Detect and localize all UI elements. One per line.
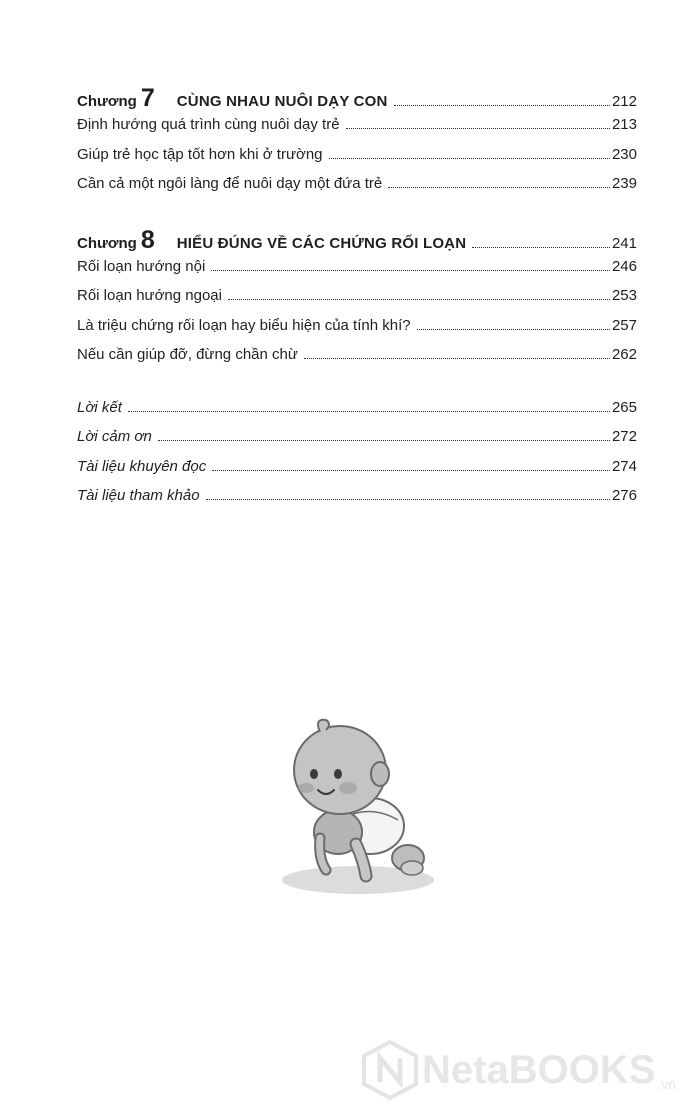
toc-entry[interactable] [77,399,637,429]
chapter-8-section [77,225,637,376]
entry-title: Lời cảm ơn [77,428,152,445]
page-number: 265 [611,398,637,416]
chapter-label: Chương [77,234,137,252]
page-number: 257 [611,316,637,334]
toc-entry[interactable] [77,458,637,488]
entry-title: Là triệu chứng rối loạn hay biểu hiện của tính khí? [77,316,411,334]
page-number: 230 [611,145,637,163]
dot-leader [304,358,610,359]
toc-entry[interactable] [77,116,637,146]
dot-leader [158,440,610,441]
entry-title: Lời kết [77,398,122,416]
toc-entry[interactable] [77,258,637,288]
page-number: 274 [611,457,637,475]
dot-leader [329,158,610,159]
watermark [362,1040,676,1100]
entry-title: Rối loạn hướng ngoại [77,287,222,304]
page-number: 212 [611,93,637,110]
toc-entry[interactable] [77,428,637,458]
toc-entry[interactable] [77,146,637,176]
chapter-7-heading[interactable] [77,86,637,116]
page-number: 272 [611,428,637,445]
entry-title: Định hướng quá trình cùng nuôi dạy trẻ [77,116,340,133]
watermark-suffix: .vn [657,1076,677,1092]
entry-title: Giúp trẻ học tập tốt hơn khi ở trường [77,145,323,163]
dot-leader [472,247,610,248]
toc-entry[interactable] [77,317,637,347]
toc-entry[interactable] [77,487,637,517]
dot-leader [206,499,610,500]
dot-leader [417,329,610,330]
dot-leader [128,411,610,412]
chapter-label: Chương [77,93,137,110]
dot-leader [228,299,610,300]
chapter-number: 8 [140,225,155,254]
toc-entry[interactable] [77,175,637,205]
page-number: 262 [611,346,637,363]
watermark-brand: NetaBOOKS [422,1047,656,1092]
entry-title: Cần cả một ngôi làng để nuôi dạy một đứa trẻ [77,175,383,192]
page-number: 213 [611,116,637,133]
page-number: 253 [611,287,637,304]
dot-leader [346,128,610,129]
page-number: 239 [611,175,637,192]
chapter-title: CÙNG NHAU NUÔI DẠY CON [176,93,388,110]
entry-title: Tài liệu khuyên đọc [77,457,207,475]
dot-leader [388,187,610,188]
table-of-contents [77,86,637,540]
entry-title: Tài liệu tham khảo [77,487,200,504]
dot-leader [212,470,610,471]
chapter-7-section [77,86,637,205]
chapter-title: HIỂU ĐÚNG VỀ CÁC CHỨNG RỐI LOẠN [176,234,467,252]
entry-title: Rối loạn hướng nội [77,257,206,275]
crawling-baby-icon [280,708,440,904]
chapter-number: 7 [140,84,155,112]
page-number: 276 [611,487,637,504]
toc-entry[interactable] [77,346,637,376]
page-number: 241 [611,234,637,252]
entry-title: Nếu cần giúp đỡ, đừng chần chừ [77,346,298,363]
back-matter-section [77,399,637,517]
dot-leader [211,270,610,271]
page-number: 246 [611,257,637,275]
chapter-8-heading[interactable] [77,225,637,258]
toc-entry[interactable] [77,287,637,317]
dot-leader [394,105,610,106]
netabooks-logo-icon [362,1040,418,1100]
